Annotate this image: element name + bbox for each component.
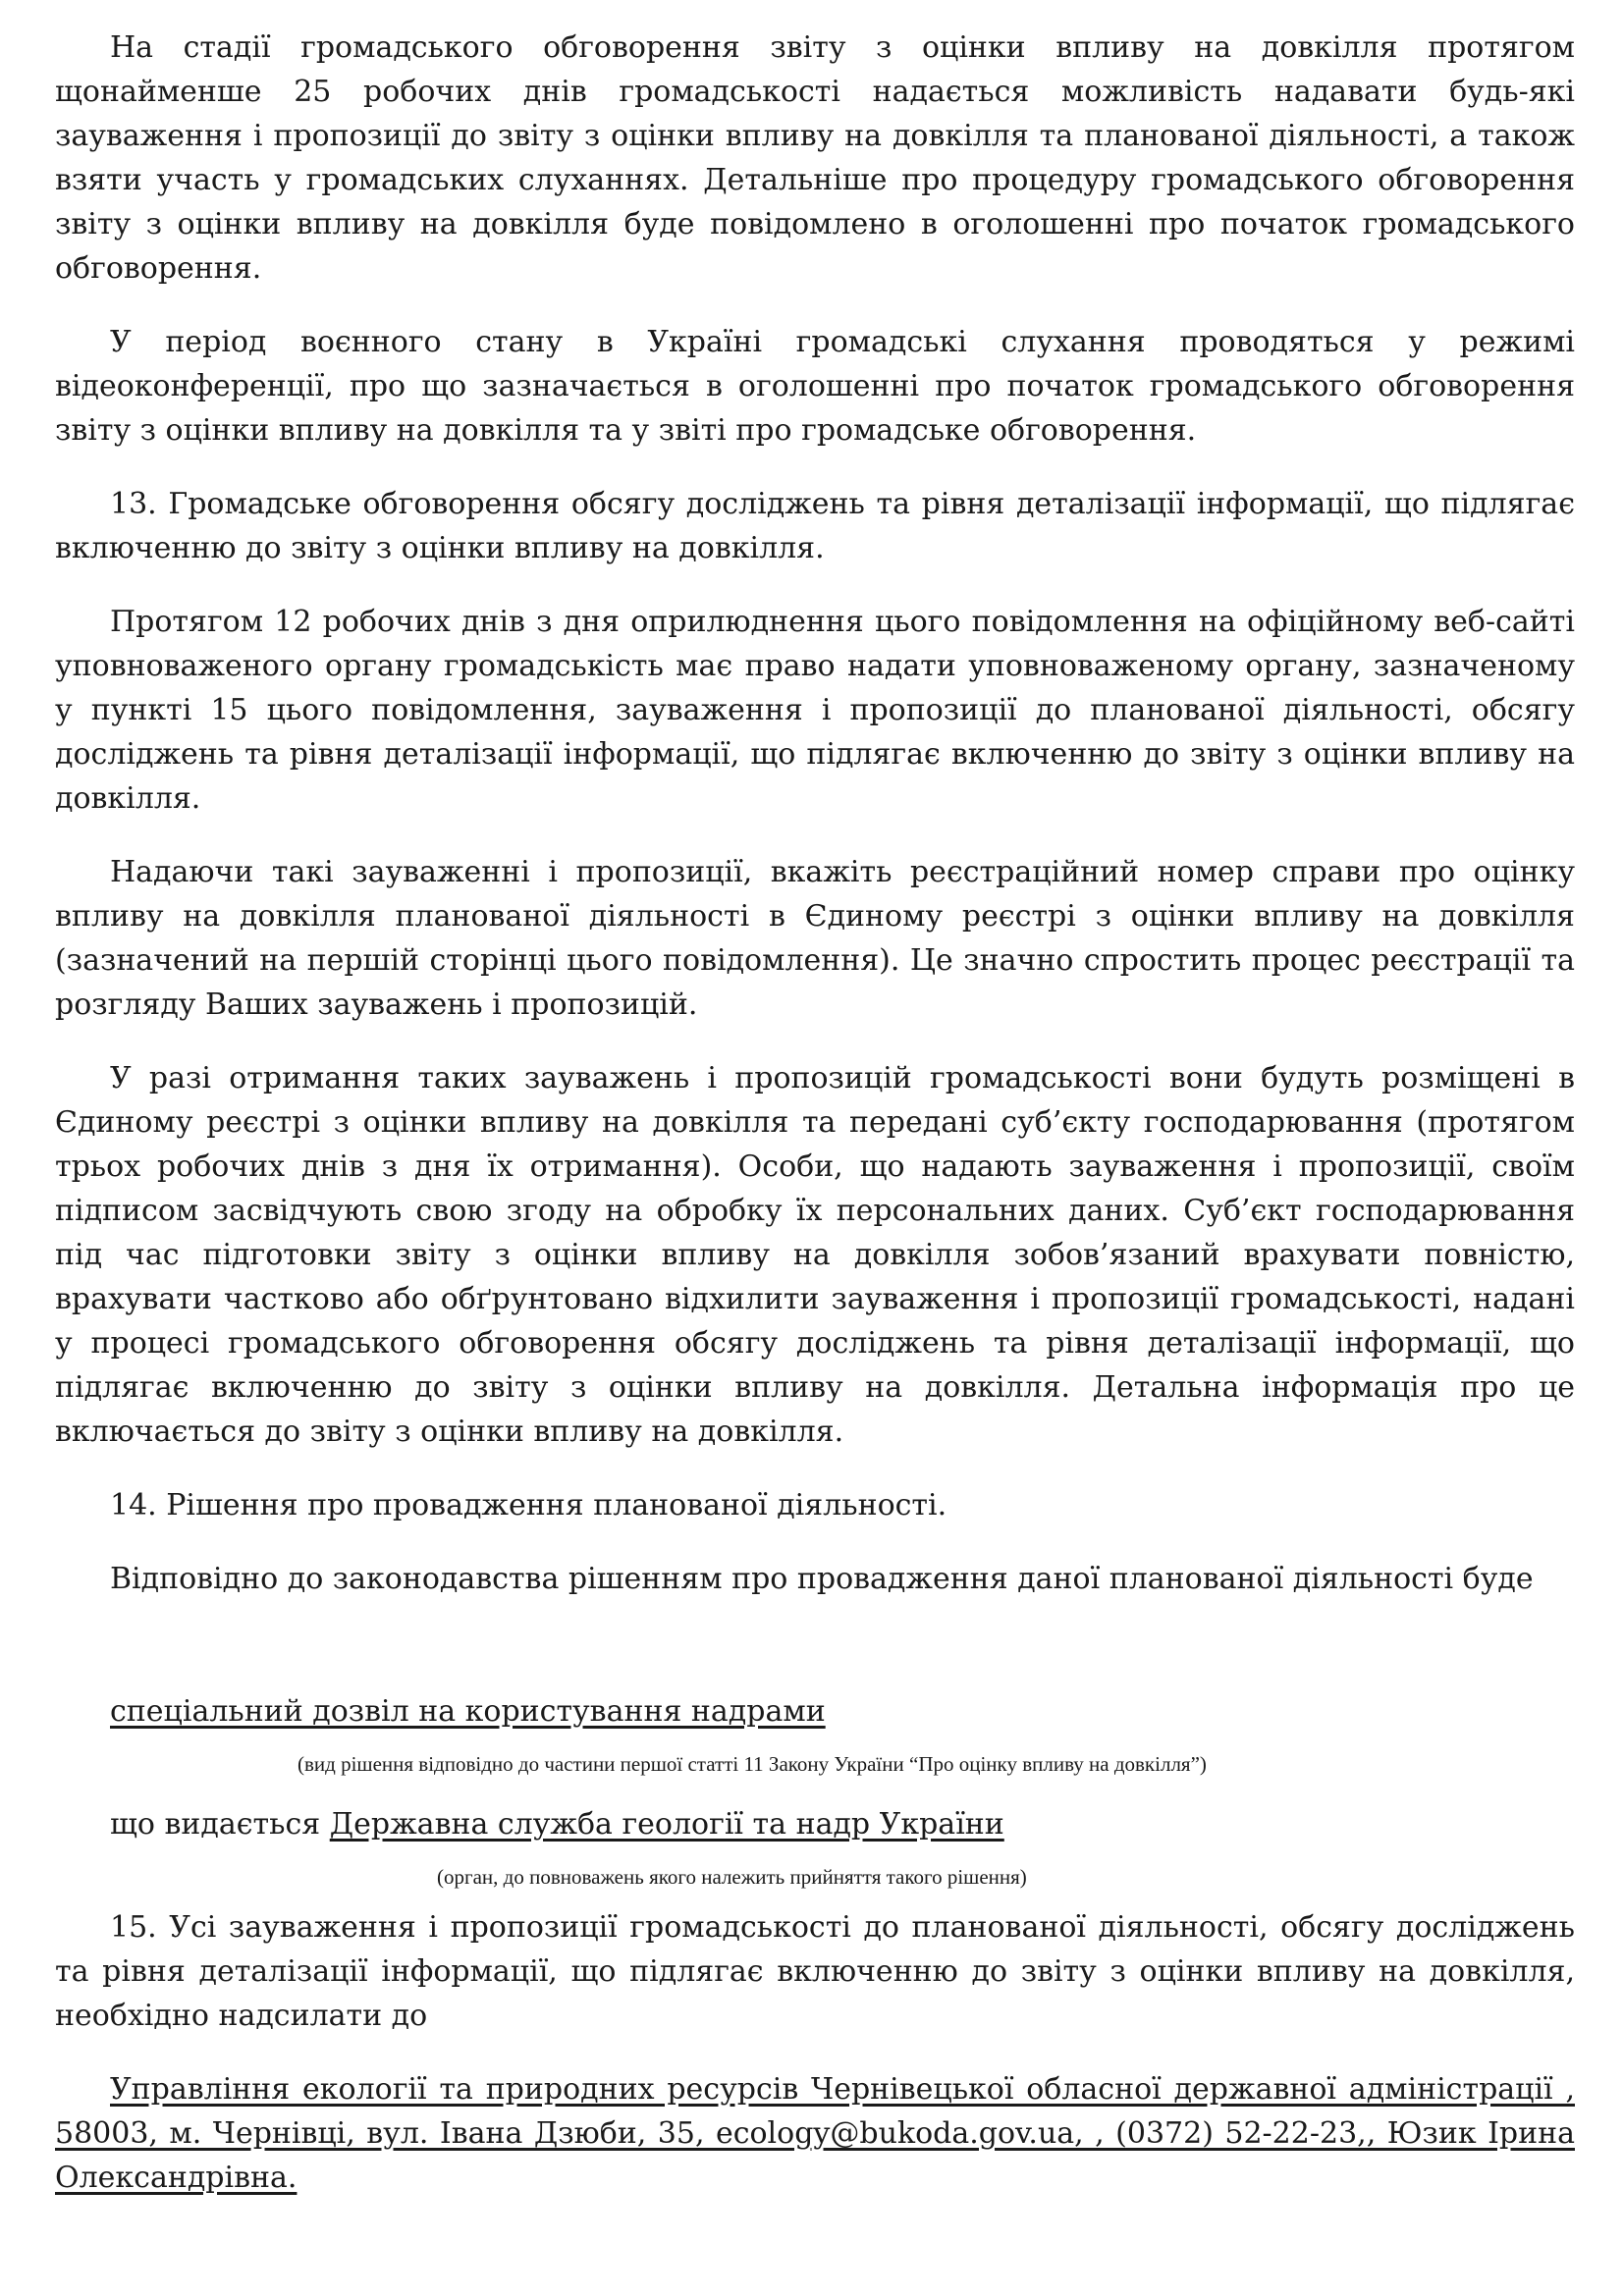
issued-by-note-row [55, 1846, 1575, 1892]
decision-type-line [55, 1689, 1575, 1734]
issued-by-line [55, 1802, 1575, 1846]
section-13-heading: 13. Громадське обговорення обсягу досліджень та рівня деталізації інформації, що підлягає включенню до звіту з оцінки впливу на довкілля. [55, 487, 1575, 565]
section-14-heading: 14. Рішення про провадження планованої діяльності. [110, 1488, 947, 1522]
section-15-paragraph: 15. Усі зауваження і пропозиції громадськості до планованої діяльності, обсягу досліджень та рівня деталізації інформації, що підлягає включенню до звіту з оцінки впливу на довкілля, необхідно надсилати до [55, 1910, 1575, 2033]
issued-by-authority: Державна служба геології та надр України [329, 1807, 1004, 1842]
decision-type-value: спеціальний дозвіл на користування надрами [110, 1694, 826, 1729]
paragraph-registration-number: Надаючи такі зауваженні і пропозиції, вкажіть реєстраційний номер справи про оцінку впливу на довкілля планованої діяльності в Єдиному реєстрі з оцінки впливу на довкілля (зазначений на першій сторінці цього повідомлення). Це значно спростить процес реєстрації та розгляду Ваших зауважень і пропозицій. [55, 855, 1575, 1022]
paragraph-martial-law-hearings: У період воєнного стану в Україні громадські слухання проводяться у режимі відеоконференції, про що зазначається в оголошенні про початок громадського обговорення звіту з оцінки впливу на довкілля та у звіті про громадське обговорення. [55, 325, 1575, 448]
contact-address: Управління екології та природних ресурсів Чернівецької обласної державної адміністрації , 58003, м. Чернівці, вул. Івана Дзюби, 35, ecology@bukoda.gov.ua, , (0372) 52-22-23,, Юзик Ірина Олександрівна. [55, 2072, 1575, 2195]
paragraph-public-discussion-report: На стадії громадського обговорення звіту з оцінки впливу на довкілля протягом щонайменше 25 робочих днів громадськості надається можливість надавати будь-які зауваження і пропозиції до звіту з оцінки впливу на довкілля та планованої діяльності, а також взяти участь у громадських слуханнях. Детальніше про процедуру громадського обговорення звіту з оцінки впливу на довкілля буде повідомлено в оголошенні про початок громадського обговорення. [55, 30, 1575, 286]
issued-by-prefix: що видається [110, 1807, 330, 1842]
paragraph-12-days: Протягом 12 робочих днів з дня оприлюднення цього повідомлення на офіційному веб-сайті уповноваженого органу громадськість має право надати уповноваженому органу, зазначеному у пункті 15 цього повідомлення, зауваження і пропозиції до планованої діяльності, обсягу досліджень та рівня деталізації інформації, що підлягає включенню до звіту з оцінки впливу на довкілля. [55, 605, 1575, 816]
paragraph-decision-intro: Відповідно до законодавства рішенням про провадження даної планованої діяльності буде [110, 1562, 1534, 1596]
decision-type-note: (вид рішення відповідно до частини першої статті 11 Закону України “Про оцінку впливу на довкілля”) [298, 1752, 1207, 1776]
issued-by-note: (орган, до повноважень якого належить прийняття такого рішення) [437, 1865, 1027, 1889]
paragraph-comments-handling: У разі отримання таких зауважень і пропозицій громадськості вони будуть розміщені в Єдиному реєстрі з оцінки впливу на довкілля та передані суб’єкту господарювання (протягом трьох робочих днів з дня їх отримання). Особи, що надають зауваження і пропозиції, своїм підписом засвідчують свою згоду на обробку їх персональних даних. Суб’єкт господарювання під час підготовки звіту з оцінки впливу на довкілля зобов’язаний врахувати повністю, врахувати частково або обґрунтовано відхилити зауваження і пропозиції громадськості, надані у процесі громадського обговорення обсягу досліджень та рівня деталізації інформації, що підлягає включенню до звіту з оцінки впливу на довкілля. Детальна інформація про це включається до звіту з оцінки впливу на довкілля. [55, 1061, 1575, 1449]
decision-type-note-row [55, 1734, 1575, 1779]
document-page [55, 26, 1575, 2200]
